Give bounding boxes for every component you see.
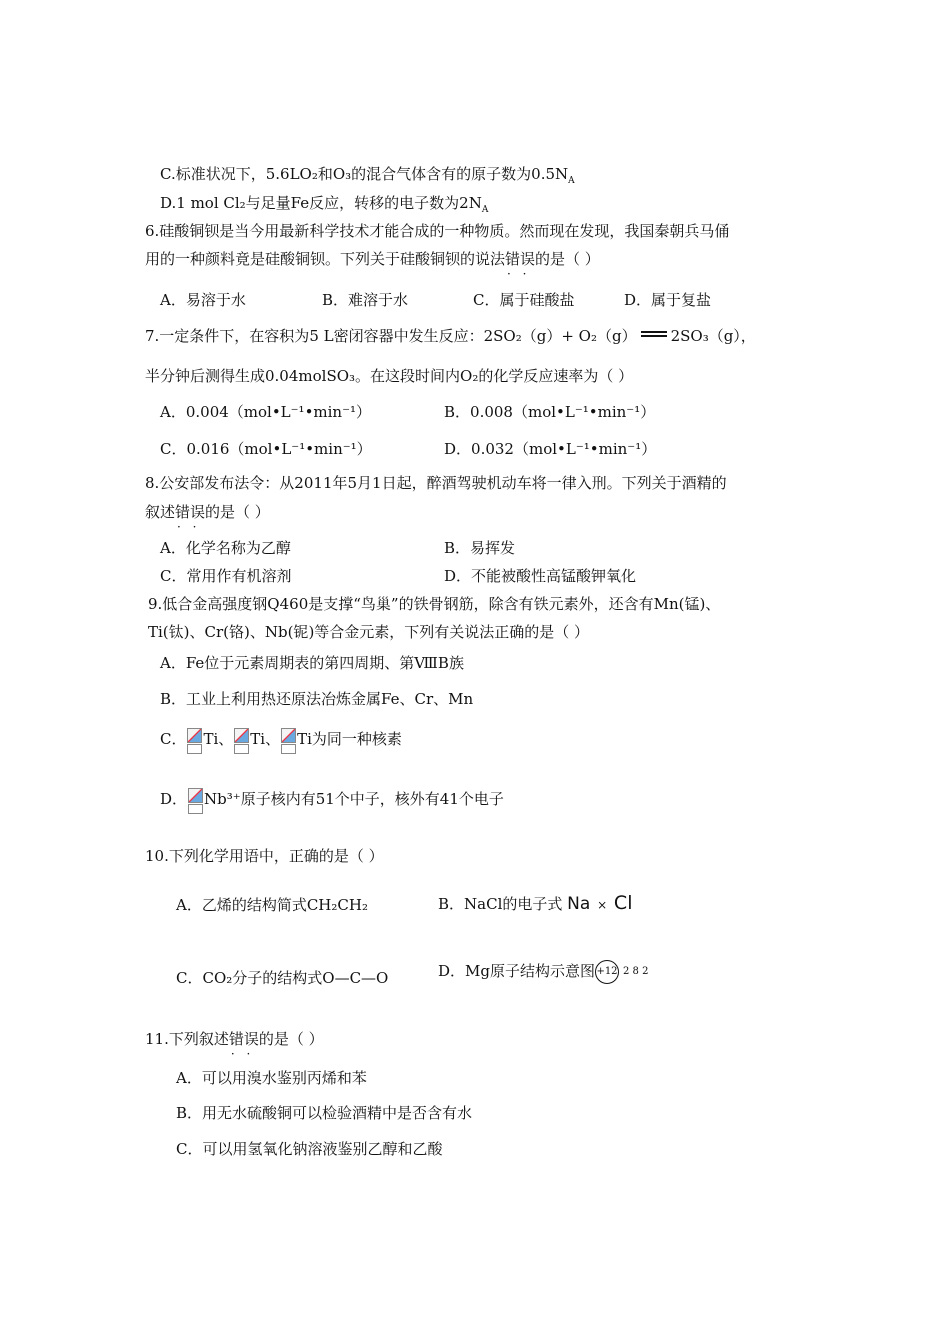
q8-option-a: A．化学名称为乙醇	[160, 539, 291, 557]
q9-option-c: C． Ti、 Ti、 Ti为同一种核素	[160, 728, 402, 756]
q9-option-a: A．Fe位于元素周期表的第四周期、第ⅧB族	[160, 654, 464, 672]
q6-stem-line2: 用的一种颜料竟是硅酸铜钡。下列关于硅酸铜钡的说法错误 · ·的是（ ）	[145, 249, 600, 269]
q11-option-a: A．可以用溴水鉴别丙烯和苯	[176, 1069, 367, 1087]
q8-option-b: B．易挥发	[444, 539, 516, 557]
q8-emphasis: 错误 · ·	[175, 503, 205, 521]
q6-option-b: B．难溶于水	[322, 291, 409, 309]
chlorine-electron-dot: Cl	[613, 892, 633, 914]
q7-option-b: B．0.008（mol•L⁻¹•min⁻¹）	[444, 403, 656, 421]
mg-nucleus: +12	[595, 960, 619, 984]
broken-image-icon	[281, 728, 296, 756]
q6-option-c: C．属于硅酸盐	[473, 291, 575, 309]
mg-electron-shells: 2 8 2	[623, 966, 649, 977]
q8-stem-line2: 叙述错误 · ·的是（ ）	[145, 502, 270, 522]
q6-emphasis: 错误 · ·	[505, 250, 535, 268]
q6-option-d: D．属于复盐	[624, 291, 712, 309]
q10-option-b: B．NaCl的电子式 Na × Cl	[438, 892, 633, 914]
q9-option-d: D． Nb³⁺原子核内有51个中子，核外有41个电子	[160, 788, 504, 816]
q11-option-c: C．可以用氢氧化钠溶液鉴别乙醇和乙酸	[176, 1140, 443, 1158]
q7-stem-line2: 半分钟后测得生成0.04molSO₃。在这段时间内O₂的化学反应速率为（ ）	[145, 367, 634, 385]
q5-option-d: D.1 mol Cl₂与足量Fe反应，转移的电子数为$2N_A$	[160, 194, 489, 215]
q7-option-c: C．0.016（mol•L⁻¹•min⁻¹）	[160, 440, 372, 458]
q8-option-c: C．常用作有机溶剂	[160, 567, 292, 585]
q8-stem-line1: 8.公安部发布法令：从2011年5月1日起，醉酒驾驶机动车将一律入刑。下列关于酒精的	[145, 474, 727, 492]
q5-option-c: C.标准状况下，5.6LO₂和O₃的混合气体含有的原子数为$0.5N_A$	[160, 165, 575, 186]
q7-stem-line1: 7.一定条件下，在容积为5 L密闭容器中发生反应：2SO₂（g）+ O₂（g） 2SO₃（g），	[145, 327, 756, 345]
q6-stem-line1: 6.硅酸铜钡是当今用最新科学技术才能合成的一种物质。然而现在发现，我国秦朝兵马俑	[145, 222, 730, 240]
equilibrium-arrow-icon	[641, 329, 667, 339]
q11-emphasis: 错误 · ·	[229, 1030, 259, 1048]
q11-option-b: B．用无水硫酸铜可以检验酒精中是否含有水	[176, 1104, 473, 1122]
q8-option-d: D．不能被酸性高锰酸钾氧化	[444, 567, 637, 585]
q6-option-a: A．易溶于水	[160, 291, 246, 309]
q9-stem-line2: Ti(钛)、Cr(铬)、Nb(铌)等合金元素，下列有关说法正确的是（ ）	[148, 623, 590, 641]
q9-stem-line1: 9.低合金高强度钢Q460是支撑“鸟巢”的铁骨钢筋，除含有铁元素外，还含有Mn(锰)、	[148, 595, 721, 613]
broken-image-icon	[187, 728, 202, 756]
q10-stem: 10.下列化学用语中，正确的是（ ）	[145, 847, 384, 865]
q10-option-d: D．Mg原子结构示意图+12 2 8 2	[438, 960, 648, 984]
q11-stem: 11.下列叙述错误 · ·的是（ ）	[145, 1029, 324, 1049]
q10-option-c: C．CO₂分子的结构式O—C—O	[176, 969, 389, 987]
broken-image-icon	[188, 788, 203, 816]
q7-option-a: A．0.004（mol•L⁻¹•min⁻¹）	[160, 403, 372, 421]
q9-option-b: B．工业上利用热还原法冶炼金属Fe、Cr、Mn	[160, 690, 474, 708]
q7-option-d: D．0.032（mol•L⁻¹•min⁻¹）	[444, 440, 657, 458]
q10-option-a: A．乙烯的结构简式CH₂CH₂	[176, 896, 368, 914]
broken-image-icon	[234, 728, 249, 756]
